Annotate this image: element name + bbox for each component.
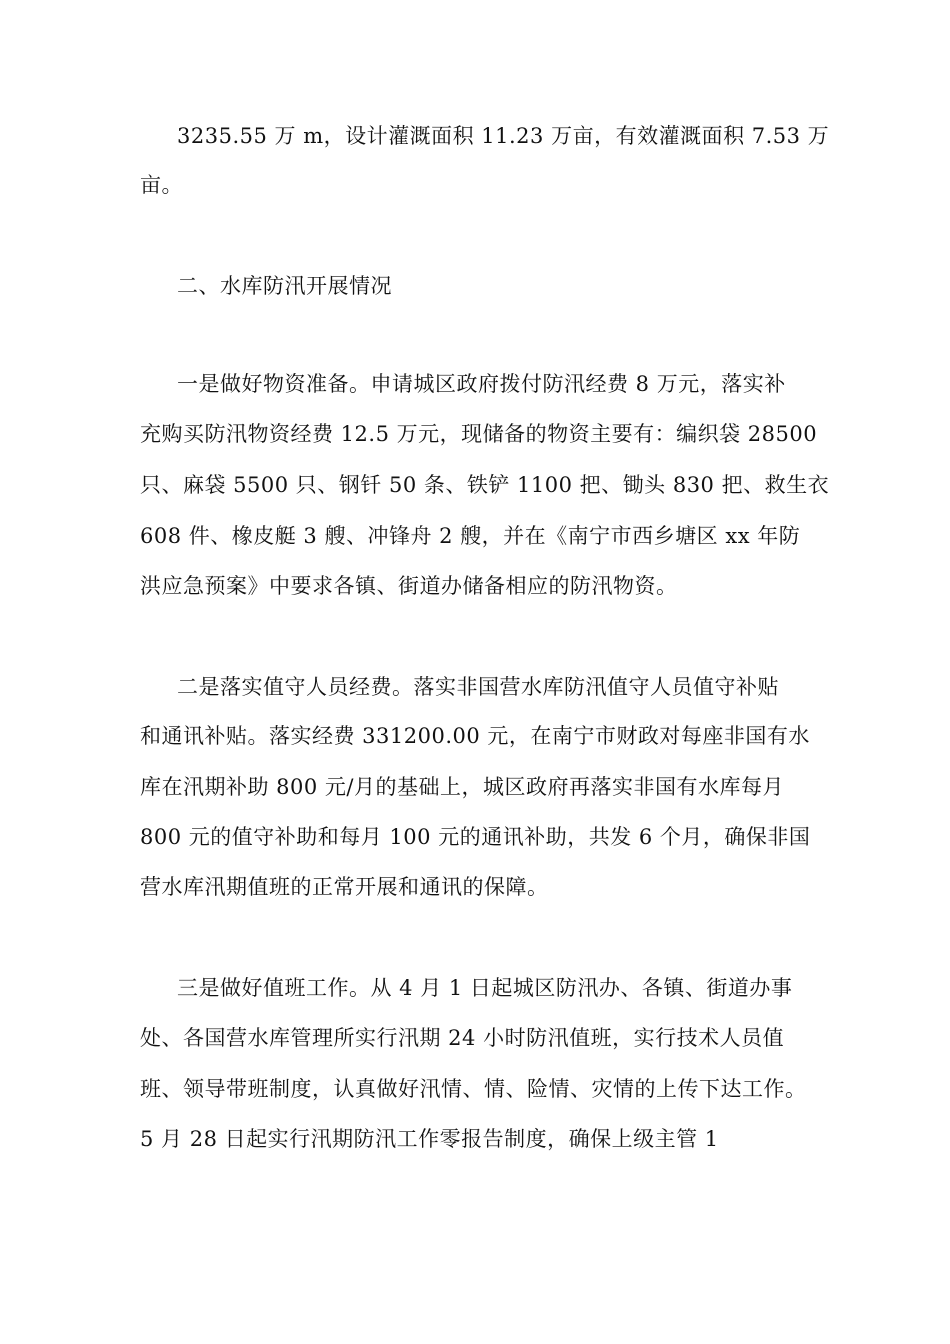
paragraph-line: 一是做好物资准备。申请城区政府拨付防汛经费 8 万元，落实补 (177, 372, 786, 396)
paragraph-line: 只、麻袋 5500 只、钢钎 50 条、铁铲 1100 把、锄头 830 把、救生衣 (140, 473, 830, 497)
paragraph-line: 班、领导带班制度，认真做好汛情、情、险情、灾情的上传下达工作。 (140, 1077, 807, 1101)
paragraph-line: 800 元的值守补助和每月 100 元的通讯补助，共发 6 个月，确保非国 (140, 825, 811, 849)
paragraph-line: 营水库汛期值班的正常开展和通讯的保障。 (140, 875, 549, 899)
paragraph-line: 三是做好值班工作。从 4 月 1 日起城区防汛办、各镇、街道办事 (177, 976, 793, 1000)
paragraph-line: 库在汛期补助 800 元/月的基础上，城区政府再落实非国有水库每月 (140, 775, 785, 799)
paragraph-line: 5 月 28 日起实行汛期防汛工作零报告制度，确保上级主管 1 (140, 1127, 719, 1151)
paragraph-line: 3235.55 万 m，设计灌溉面积 11.23 万亩，有效灌溉面积 7.53 万 (177, 124, 830, 148)
paragraph-line: 二是落实值守人员经费。落实非国营水库防汛值守人员值守补贴 (177, 675, 779, 699)
paragraph-line: 充购买防汛物资经费 12.5 万元，现储备的物资主要有：编织袋 28500 (140, 422, 818, 446)
paragraph-line: 处、各国营水库管理所实行汛期 24 小时防汛值班，实行技术人员值 (140, 1026, 785, 1050)
paragraph-line: 亩。 (140, 173, 183, 197)
section-heading: 二、水库防汛开展情况 (177, 274, 392, 298)
paragraph-line: 和通讯补贴。落实经费 331200.00 元，在南宁市财政对每座非国有水 (140, 724, 810, 748)
paragraph-line: 洪应急预案》中要求各镇、街道办储备相应的防汛物资。 (140, 574, 678, 598)
paragraph-line: 608 件、橡皮艇 3 艘、冲锋舟 2 艘，并在《南宁市西乡塘区 xx 年防 (140, 524, 801, 548)
